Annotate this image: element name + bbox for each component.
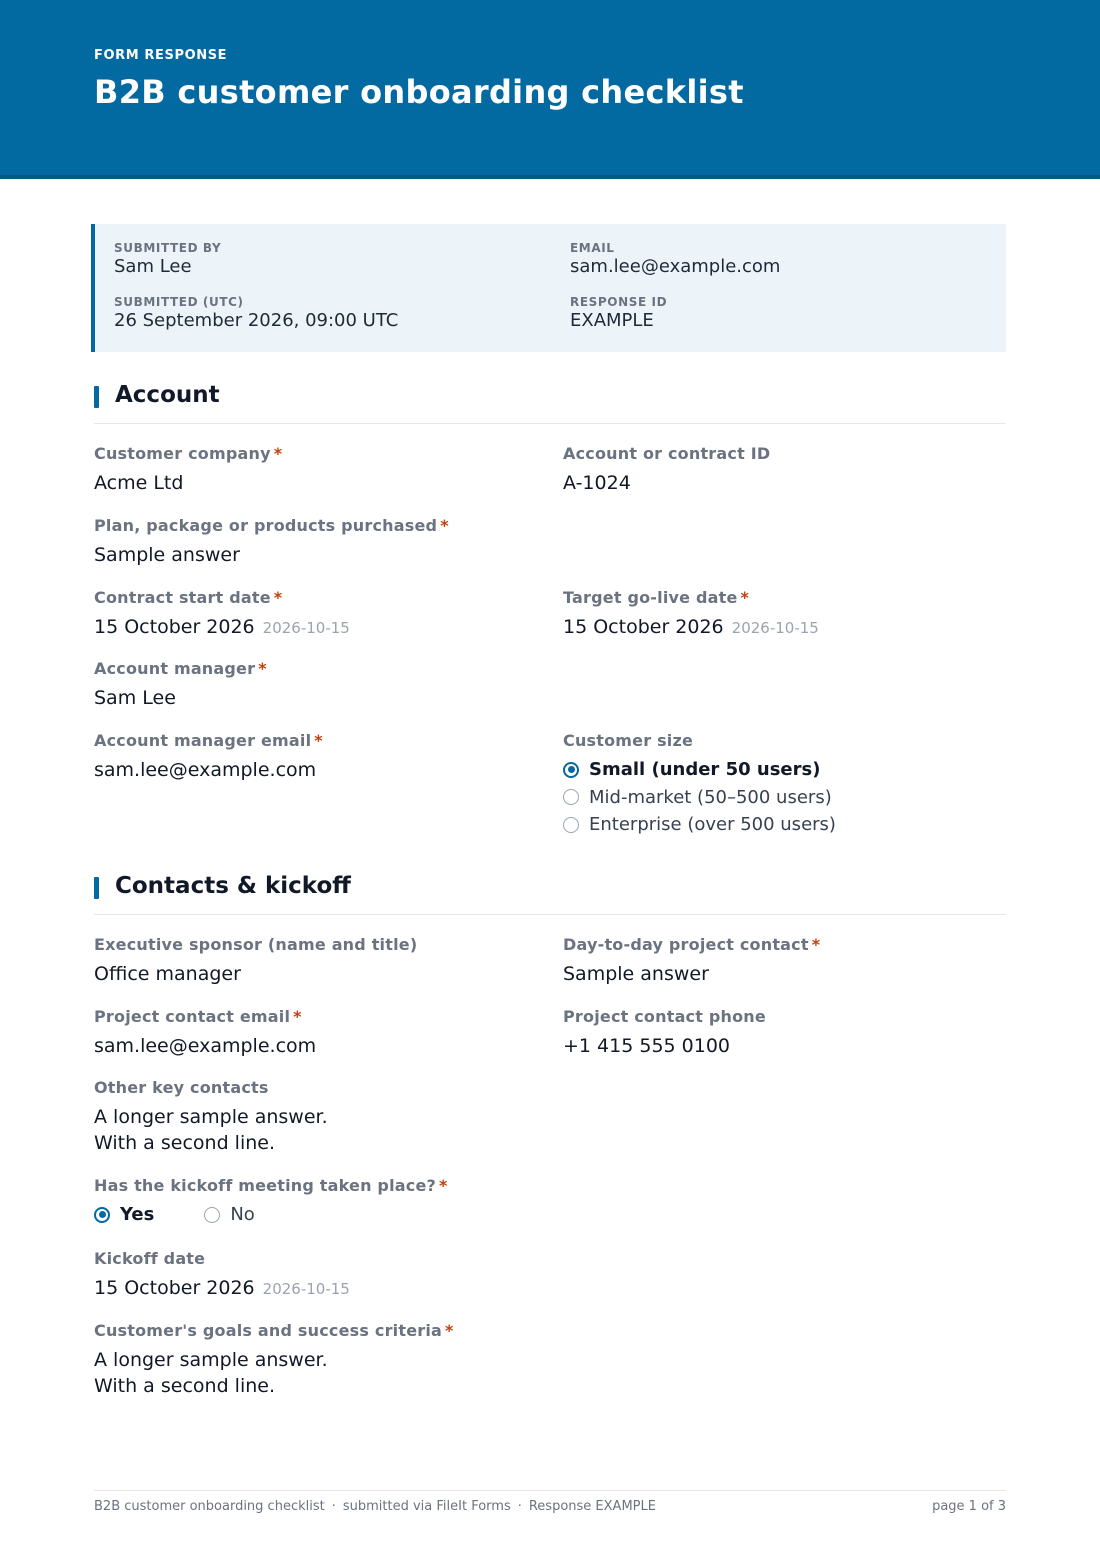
footer-source: submitted via FileIt Forms [342, 1499, 511, 1514]
field-executive-sponsor [94, 935, 417, 987]
field-label: Customer company * [94, 444, 283, 463]
field-contract-id [563, 444, 770, 496]
field-value: 15 October 2026 2026-10-15 [563, 616, 819, 638]
field-label: Account or contract ID [563, 444, 771, 463]
submitted-by-label: SUBMITTED BY [114, 241, 222, 255]
form-response-eyebrow: FORM RESPONSE [94, 48, 228, 63]
page-number: page 1 of 3 [932, 1499, 1006, 1514]
section-header-account [94, 384, 1006, 424]
field-contract-start-date [94, 588, 350, 641]
field-account-manager [94, 659, 267, 711]
footer-form-name: B2B customer onboarding checklist [94, 1499, 325, 1514]
required-marker: * [811, 935, 821, 954]
field-value-multiline: A longer sample answer. With a second line. [94, 1106, 328, 1154]
field-project-contact-email [94, 1007, 316, 1059]
field-label: Customer size [563, 731, 694, 750]
field-account-manager-email [94, 731, 323, 783]
required-marker: * [445, 1321, 454, 1340]
field-value: sam.lee@example.com [94, 759, 317, 781]
field-value: Sam Lee [94, 687, 176, 709]
field-value: 15 October 2026 2026-10-15 [94, 1277, 350, 1299]
field-label: Account manager * [94, 659, 267, 678]
field-other-contacts [94, 1078, 328, 1156]
radio-empty-icon [563, 789, 579, 805]
field-value: Sample answer [563, 963, 709, 985]
section-title-account: Account [115, 382, 220, 408]
field-value-multiline: A longer sample answer. With a second line. [94, 1349, 328, 1397]
required-marker: * [440, 516, 449, 535]
iso-date: 2026-10-15 [262, 619, 350, 637]
page-footer [94, 1490, 1006, 1514]
submitted-by [114, 241, 221, 277]
field-label: Plan, package or products purchased * [94, 516, 449, 535]
radio-option-yes: Yes [94, 1201, 154, 1229]
radio-selected-icon [94, 1207, 110, 1223]
submission-meta-panel [91, 224, 1006, 352]
radio-option-enterprise: Enterprise (over 500 users) [563, 811, 836, 839]
field-label: Contract start date * [94, 588, 283, 607]
submitted-time [114, 295, 398, 331]
submitted-by-value: Sam Lee [114, 256, 192, 277]
footer-response: Response EXAMPLE [528, 1499, 656, 1514]
required-marker: * [314, 731, 323, 750]
section-header-contacts [94, 875, 1006, 915]
field-customer-size [563, 731, 836, 839]
required-marker: * [273, 588, 283, 607]
section-accent-bar [94, 386, 99, 408]
field-customer-company [94, 444, 282, 496]
required-marker: * [439, 1176, 448, 1195]
field-value: sam.lee@example.com [94, 1035, 317, 1057]
section-accent-bar [94, 877, 99, 899]
field-label: Day-to-day project contact * [563, 935, 821, 954]
field-value: A-1024 [563, 472, 631, 494]
radio-option-small: Small (under 50 users) [563, 756, 836, 784]
field-label: Account manager email * [94, 731, 323, 750]
field-project-contact-phone [563, 1007, 766, 1059]
field-value: +1 415 555 0100 [563, 1035, 731, 1057]
email-value: sam.lee@example.com [570, 256, 781, 277]
kickoff-radio-group [94, 1201, 448, 1229]
field-plan [94, 516, 449, 568]
radio-selected-icon [563, 762, 579, 778]
field-go-live-date [563, 588, 819, 641]
section-title-contacts: Contacts & kickoff [115, 873, 351, 899]
page-title: B2B customer onboarding checklist [94, 73, 744, 111]
field-value: 15 October 2026 2026-10-15 [94, 616, 350, 638]
footer-info: B2B customer onboarding checklist · submitted via FileIt Forms · Response EXAMPLE [94, 1499, 656, 1514]
submitter-email [570, 241, 780, 277]
field-label: Has the kickoff meeting taken place? * [94, 1176, 448, 1195]
field-label: Target go-live date * [563, 588, 750, 607]
field-value: Sample answer [94, 544, 240, 566]
response-id-value: EXAMPLE [570, 310, 654, 331]
field-goals [94, 1321, 454, 1399]
iso-date: 2026-10-15 [262, 1280, 350, 1298]
email-label: EMAIL [570, 241, 615, 255]
field-kickoff-date [94, 1249, 350, 1302]
field-project-contact [563, 935, 820, 987]
field-value: Acme Ltd [94, 472, 184, 494]
required-marker: * [293, 1007, 302, 1026]
field-kickoff-done [94, 1176, 448, 1229]
radio-empty-icon [204, 1207, 220, 1223]
response-id-label: RESPONSE ID [570, 295, 668, 309]
radio-option-no: No [204, 1201, 254, 1229]
field-label: Customer's goals and success criteria * [94, 1321, 454, 1340]
submitted-time-label: SUBMITTED (UTC) [114, 295, 244, 309]
required-marker: * [273, 444, 283, 463]
field-label: Project contact phone [563, 1007, 766, 1026]
field-label: Project contact email * [94, 1007, 302, 1026]
radio-option-mid-market: Mid-market (50–500 users) [563, 784, 836, 812]
required-marker: * [740, 588, 750, 607]
iso-date: 2026-10-15 [731, 619, 819, 637]
field-value: Office manager [94, 963, 241, 985]
header-banner [0, 0, 1100, 179]
field-label: Kickoff date [94, 1249, 206, 1268]
field-label: Executive sponsor (name and title) [94, 935, 418, 954]
required-marker: * [258, 659, 267, 678]
response-id [570, 295, 667, 331]
customer-size-radio-group [563, 756, 836, 839]
submitted-time-value: 26 September 2026, 09:00 UTC [114, 310, 399, 331]
radio-empty-icon [563, 817, 579, 833]
field-label: Other key contacts [94, 1078, 269, 1097]
